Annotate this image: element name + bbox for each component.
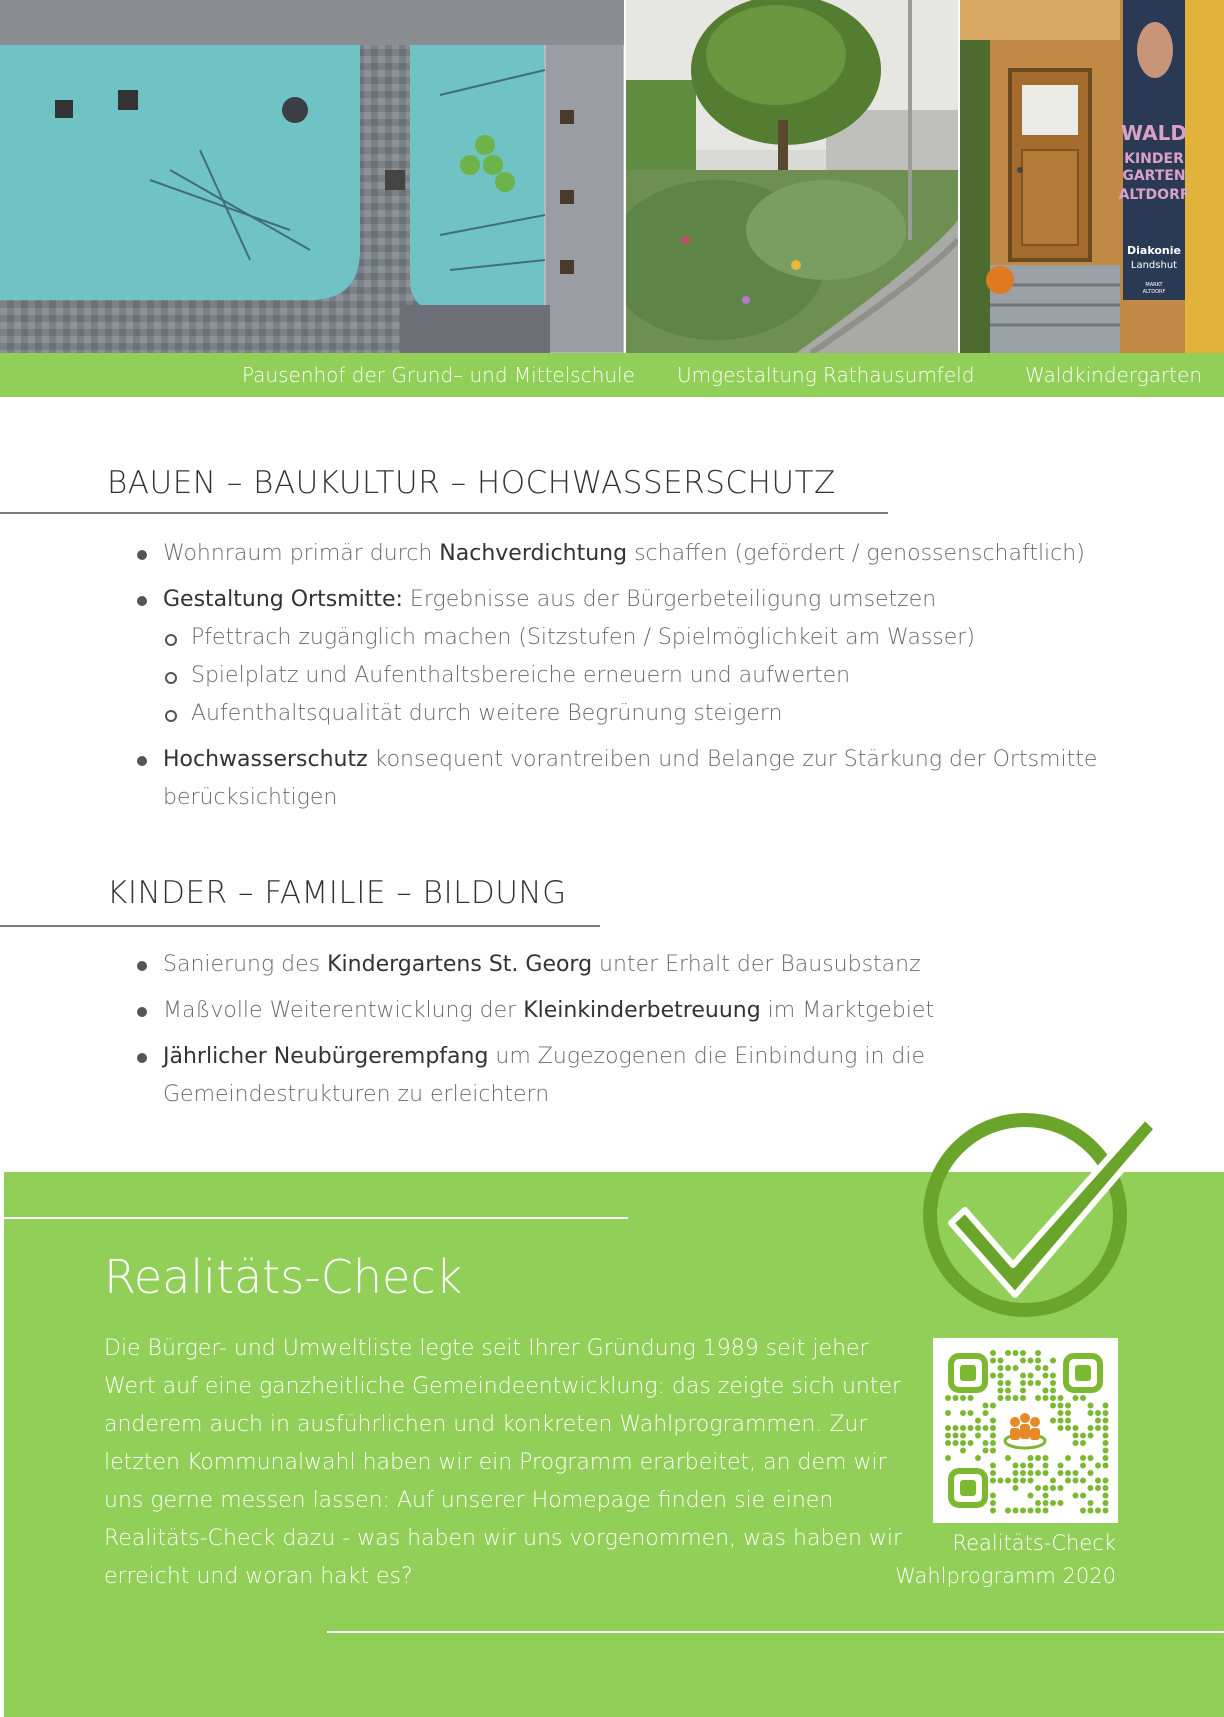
banner-small-2: ALTDORF [1142,289,1166,295]
photo-caption-bar [0,353,1224,397]
section-rule [0,925,600,927]
reality-check-text: Die Bürger- und Umweltliste legte seit Ihrer Gründung 1989 seit jeher Wert auf eine ganzheitliche Gemeindeentwicklung: das zeigte sich unter anderem auch in ausführlichen und konkreten Wahlprogrammen. Zur letzten Kommunalwahl haben wir ein Programm erarbeitet, an dem wir uns gerne messen lassen: Auf unserer Homepage finden sie einen Realitäts-Check dazu - was haben wir uns vorgenommen, was haben wir erreicht und woran hakt es? [104,1336,903,1589]
photo-kindergarten [960,0,1224,353]
banner-small-1: MARKT [1145,282,1163,288]
section-title-kinder: KINDER – FAMILIE – BILDUNG [107,875,567,911]
banner-line-2: KINDER [1124,151,1184,167]
photo-town-hall-garden [626,0,958,353]
list-item: Gestaltung Ortsmitte: Ergebnisse aus der Bürgerbeteiligung umsetzen Pfettrach zugänglich machen (Sitzstufen / Spielmöglichkeit am Wasser) Spielplatz und Aufenthaltsbereiche erneuern und aufwerten Aufenthaltsqualität durch weitere Begrünung steigern [135,581,1135,733]
banner-line-4: ALTDORF [1118,187,1190,203]
divider [4,1217,628,1219]
section-rule [0,512,888,514]
banner-line-1: WALD [1121,121,1187,145]
list-bauen [135,535,1135,825]
sub-list-item: Spielplatz und Aufenthaltsbereiche erneuern und aufwerten [163,657,1135,695]
reality-check-title: Realitäts-Check [104,1250,463,1304]
list-item: Jährlicher Neubürgerempfang um Zugezogenen die Einbindung in die Gemeindestrukturen zu erleichtern [135,1038,1135,1114]
qr-caption-title: Realitäts-Check [952,1531,1116,1555]
banner-brand: Diakonie [1127,244,1181,257]
banner-line-3: GARTEN [1122,168,1186,184]
sub-list [163,619,1135,733]
section-title-bauen: BAUEN – BAUKULTUR – HOCHWASSERSCHUTZ [107,465,836,501]
qr-caption-subtitle: Wahlprogramm 2020 [895,1564,1116,1588]
checkmark-icon [905,1095,1165,1325]
qr-code[interactable] [933,1338,1118,1523]
photo-schoolyard [0,0,624,353]
list-item: Maßvolle Weiterentwicklung der Kleinkinderbetreuung im Marktgebiet [135,992,1135,1030]
sub-list-item: Pfettrach zugänglich machen (Sitzstufen / Spielmöglichkeit am Wasser) [163,619,1135,657]
list-item: Wohnraum primär durch Nachverdichtung schaffen (gefördert / genossenschaftlich) [135,535,1135,573]
caption-kindergarten: Waldkindergarten [1025,363,1202,387]
sub-list-item: Aufenthaltsqualität durch weitere Begrünung steigern [163,695,1135,733]
list-item: Sanierung des Kindergartens St. Georg unter Erhalt der Bausubstanz [135,946,1135,984]
list-item: Hochwasserschutz konsequent vorantreiben und Belange zur Stärkung der Ortsmitte berücksichtigen [135,741,1135,817]
caption-schoolyard: Pausenhof der Grund– und Mittelschule [242,363,635,387]
banner-city: Landshut [1130,260,1178,271]
divider [327,1631,1224,1633]
caption-townhall: Umgestaltung Rathausumfeld [677,363,975,387]
